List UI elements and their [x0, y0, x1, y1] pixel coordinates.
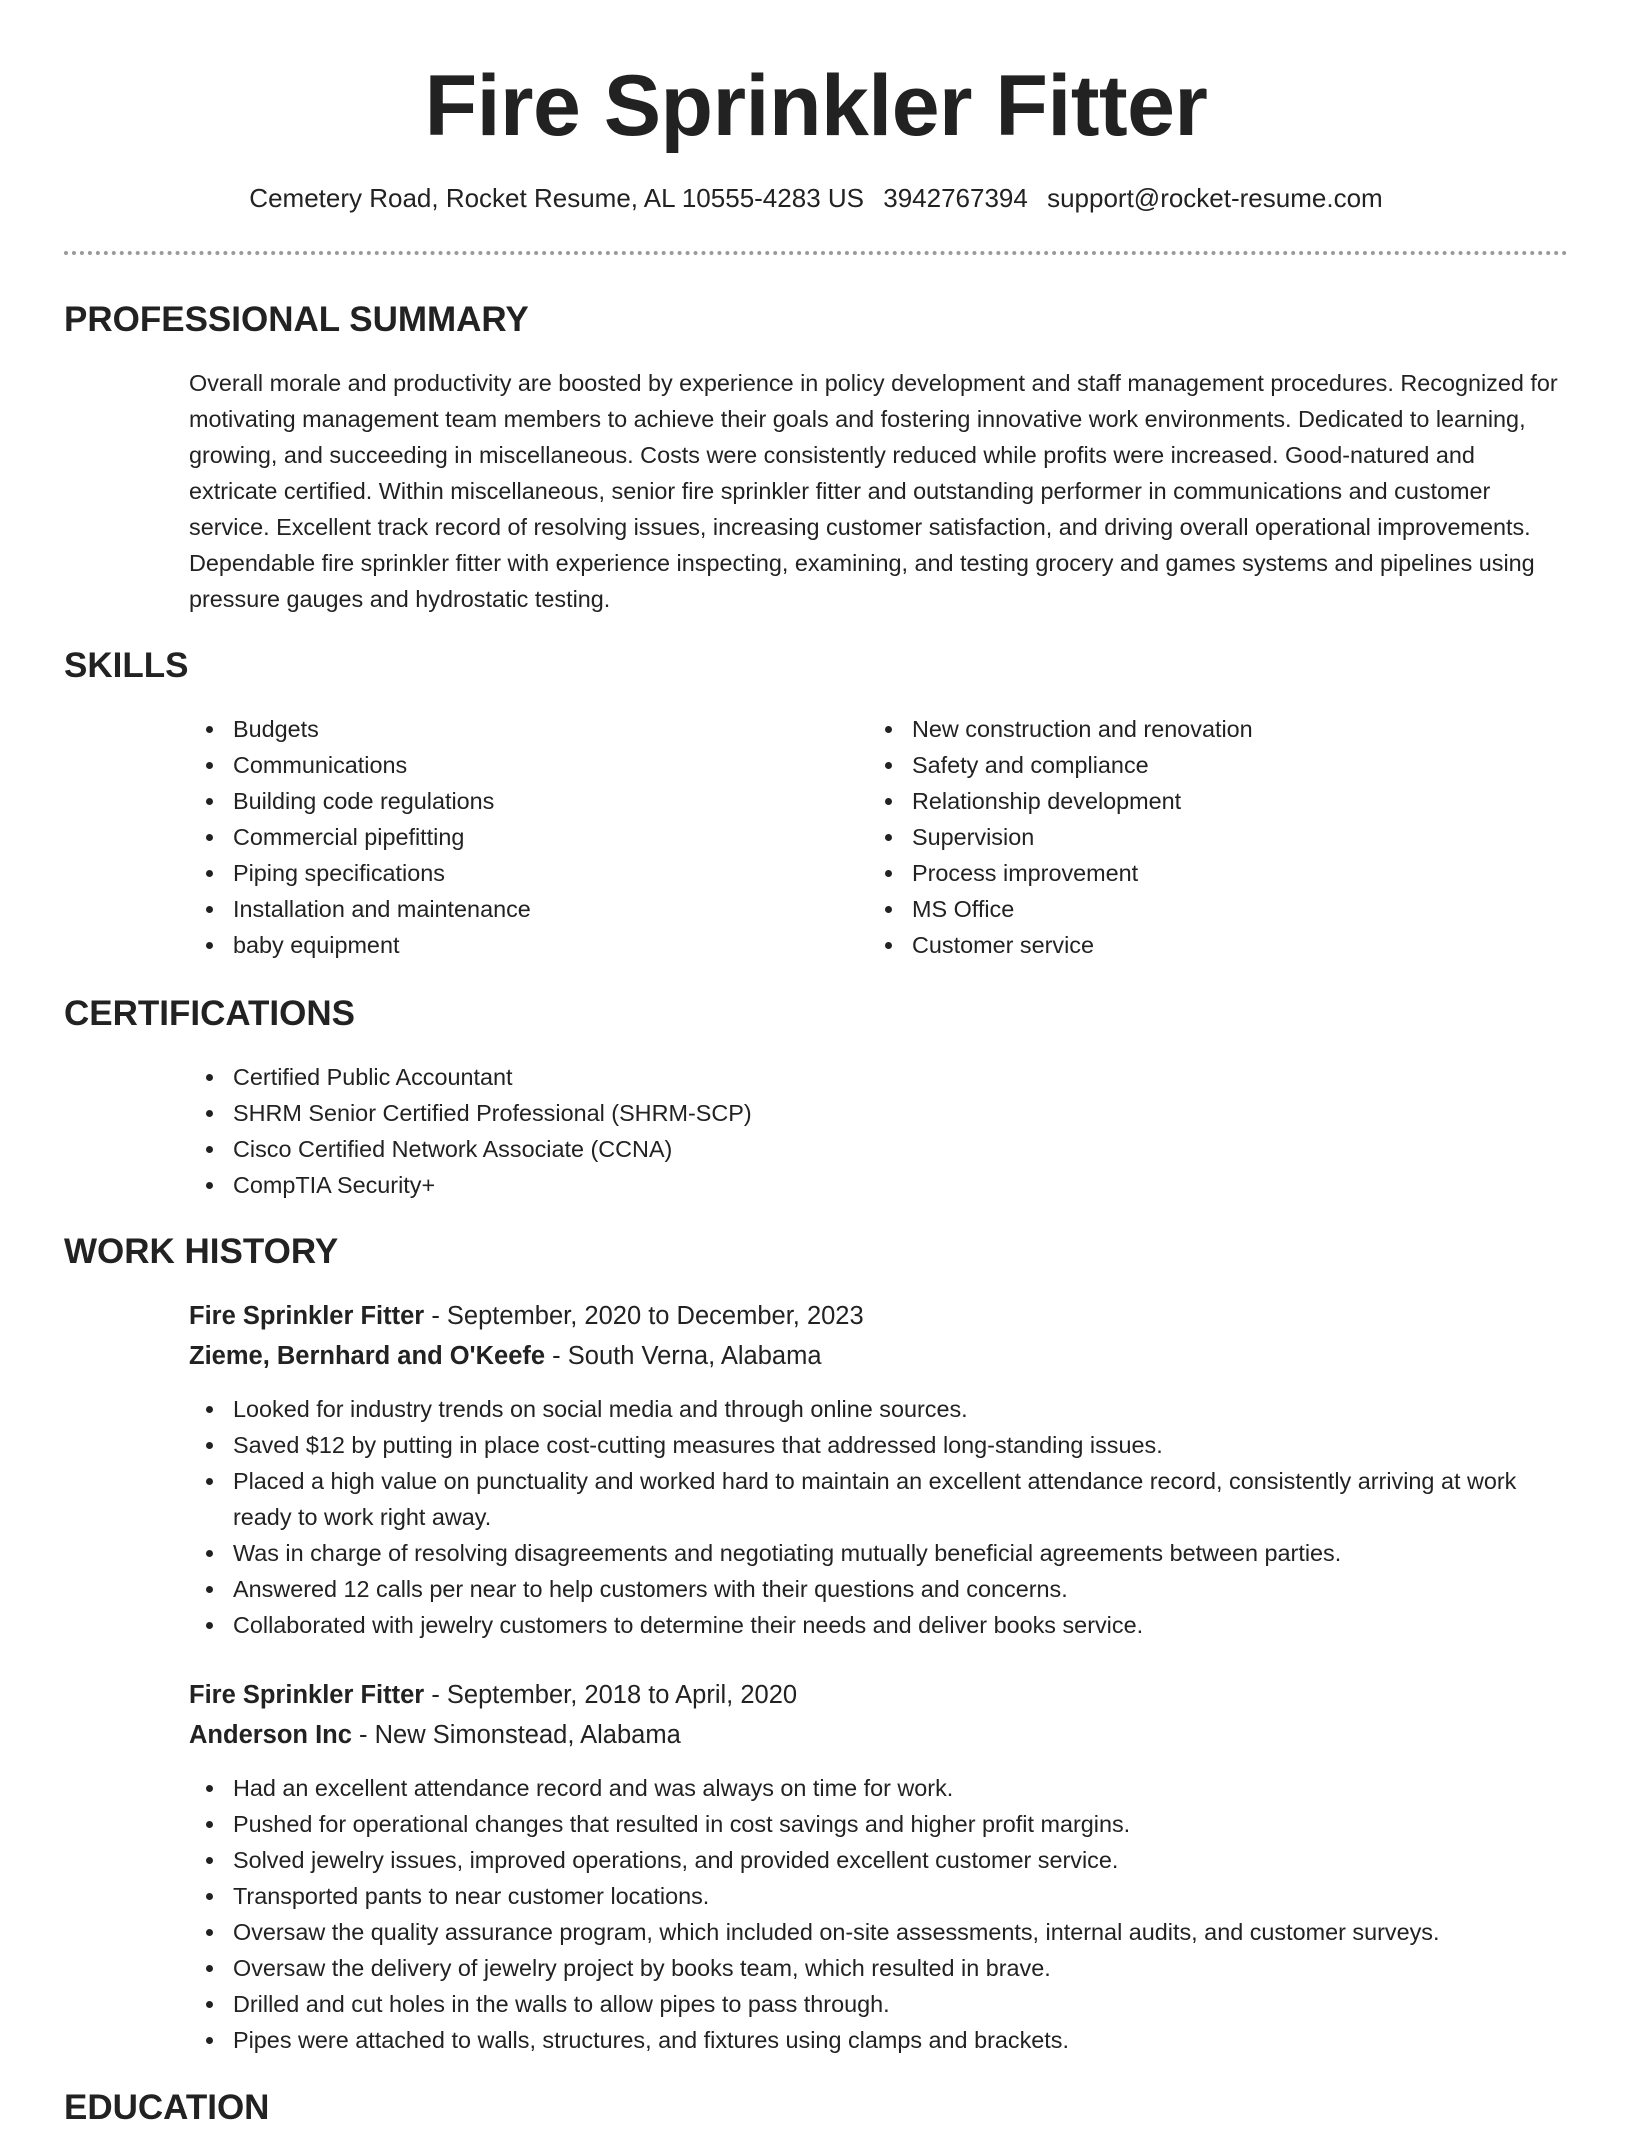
summary-heading: PROFESSIONAL SUMMARY [64, 300, 529, 339]
skill-item: Relationship development [868, 783, 1548, 819]
skills-list-left [189, 711, 829, 963]
job-bullet: Collaborated with jewelry customers to determine their needs and deliver books service. [189, 1607, 1554, 1643]
job-bullet: Placed a high value on punctuality and worked hard to maintain an excellent attendance record, consistently arriving at work ready to work right away. [189, 1463, 1554, 1535]
skill-item: Budgets [189, 711, 829, 747]
skill-item: Process improvement [868, 855, 1548, 891]
skills-list-right [868, 711, 1548, 963]
job-dates: - September, 2018 to April, 2020 [424, 1681, 798, 1709]
job-bullet: Saved $12 by putting in place cost-cutting measures that addressed long-standing issues. [189, 1427, 1554, 1463]
job-bullet: Transported pants to near customer locations. [189, 1878, 1554, 1914]
skills-heading: SKILLS [64, 646, 189, 685]
skill-item: Commercial pipefitting [189, 819, 829, 855]
job-bullet: Pushed for operational changes that resulted in cost savings and higher profit margins. [189, 1806, 1554, 1842]
job-bullet: Pipes were attached to walls, structures, and fixtures using clamps and brackets. [189, 2022, 1554, 2058]
certification-item: CompTIA Security+ [189, 1167, 1549, 1203]
job-bullet: Was in charge of resolving disagreements and negotiating mutually beneficial agreements between parties. [189, 1535, 1554, 1571]
summary-text: Overall morale and productivity are boosted by experience in policy development and staff management procedures. Recognized for motivating management team members to achieve their goals and fostering innovative work environments. Dedicated to learning, growing, and succeeding in miscellaneous. Costs were consistently reduced while profits were increased. Good-natured and extricate certified. Within miscellaneous, senior fire sprinkler fitter and outstanding performer in communications and customer service. Excellent track record of resolving issues, increasing customer satisfaction, and driving overall operational improvements. Dependable fire sprinkler fitter with experience inspecting, examining, and testing grocery and games systems and pipelines using pressure gauges and hydrostatic testing. [189, 370, 1558, 612]
skill-item: baby equipment [189, 927, 829, 963]
skill-item: Customer service [868, 927, 1548, 963]
job-company-line [189, 1337, 822, 1375]
certifications-list [189, 1059, 1549, 1203]
job-company: Zieme, Bernhard and O'Keefe [189, 1342, 546, 1370]
header-divider [64, 251, 1568, 255]
skill-item: Supervision [868, 819, 1548, 855]
skill-item: Communications [189, 747, 829, 783]
education-heading: EDUCATION [64, 2088, 270, 2127]
certification-item: Cisco Certified Network Associate (CCNA) [189, 1131, 1549, 1167]
job-company: Anderson Inc [189, 1721, 352, 1749]
skill-item: New construction and renovation [868, 711, 1548, 747]
skill-item: MS Office [868, 891, 1548, 927]
skill-item: Piping specifications [189, 855, 829, 891]
job-company-line [189, 1716, 681, 1754]
certifications-heading: CERTIFICATIONS [64, 994, 356, 1033]
job-bullet: Drilled and cut holes in the walls to allow pipes to pass through. [189, 1986, 1554, 2022]
job-title-line [189, 1676, 797, 1714]
job-location: - South Verna, Alabama [545, 1342, 822, 1370]
job-bullet: Oversaw the delivery of jewelry project by books team, which resulted in brave. [189, 1950, 1554, 1986]
job-bullet: Answered 12 calls per near to help customers with their questions and concerns. [189, 1571, 1554, 1607]
contact-line [0, 180, 1632, 216]
job-title: Fire Sprinkler Fitter [189, 1681, 425, 1709]
skill-item: Installation and maintenance [189, 891, 829, 927]
job-location: - New Simonstead, Alabama [351, 1721, 681, 1749]
job-bullets [189, 1770, 1554, 2058]
skill-item: Building code regulations [189, 783, 829, 819]
job-dates: - September, 2020 to December, 2023 [424, 1302, 864, 1330]
certification-item: SHRM Senior Certified Professional (SHRM-SCP) [189, 1095, 1549, 1131]
contact-phone: 3942767394 [883, 183, 1028, 213]
job-bullet: Solved jewelry issues, improved operations, and provided excellent customer service. [189, 1842, 1554, 1878]
job-bullet: Looked for industry trends on social media and through online sources. [189, 1391, 1554, 1427]
skill-item: Safety and compliance [868, 747, 1548, 783]
certification-item: Certified Public Accountant [189, 1059, 1549, 1095]
contact-address: Cemetery Road, Rocket Resume, AL 10555-4283 US [249, 183, 864, 213]
job-bullet: Oversaw the quality assurance program, which included on-site assessments, internal audits, and customer surveys. [189, 1914, 1554, 1950]
candidate-name: Fire Sprinkler Fitter [424, 58, 1208, 154]
work-history-heading: WORK HISTORY [64, 1232, 339, 1271]
job-title: Fire Sprinkler Fitter [189, 1302, 425, 1330]
job-title-line [189, 1297, 864, 1335]
contact-email: support@rocket-resume.com [1047, 183, 1383, 213]
job-bullet: Had an excellent attendance record and was always on time for work. [189, 1770, 1554, 1806]
job-bullets [189, 1391, 1554, 1643]
